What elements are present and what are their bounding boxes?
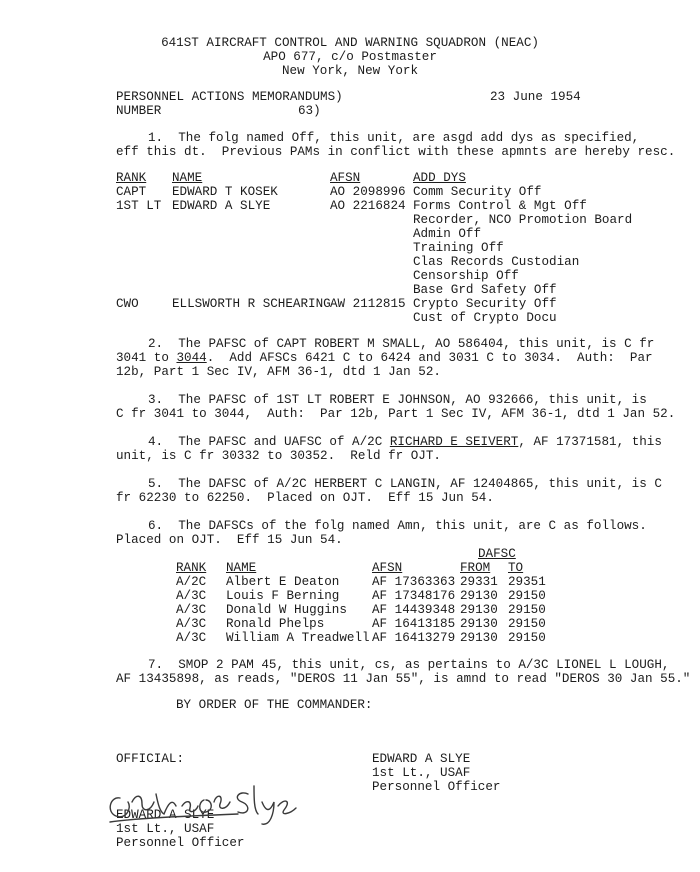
duty-afsn: AO 2216824 xyxy=(330,199,406,213)
duty-item: Comm Security Off xyxy=(413,185,542,199)
para4-line2: unit, is C fr 30332 to 30352. Reld fr OJT. xyxy=(116,449,441,463)
para2-line2-start: 3041 to xyxy=(116,351,177,365)
duty-header-name: NAME xyxy=(172,171,203,185)
amn-rank: A/3C xyxy=(176,603,207,617)
amn-to: 29150 xyxy=(508,603,546,617)
official-name: EDWARD A SLYE xyxy=(116,808,215,822)
amn-name: Ronald Phelps xyxy=(226,617,325,631)
apo-line: APO 677, c/o Postmaster xyxy=(263,50,437,64)
duty-rank: CWO xyxy=(116,297,139,311)
official-rank: 1st Lt., USAF xyxy=(116,822,215,836)
amn-rank: A/3C xyxy=(176,589,207,603)
duty-item: Crypto Security Off xyxy=(413,297,557,311)
amn-afsn: AF 17348176 xyxy=(372,589,456,603)
amn-header-rank: RANK xyxy=(176,561,207,575)
amn-afsn: AF 16413185 xyxy=(372,617,456,631)
unit-name-line: 641ST AIRCRAFT CONTROL AND WARNING SQUADRON (NEAC) xyxy=(161,36,539,50)
amn-header-to: TO xyxy=(508,561,524,575)
amn-from: 29331 xyxy=(460,575,498,589)
memo-date: 23 June 1954 xyxy=(490,90,581,104)
para2-line1: 2. The PAFSC of CAPT ROBERT M SMALL, AO 586404, this unit, is C fr xyxy=(148,337,655,351)
amn-rank: A/3C xyxy=(176,617,207,631)
closing-line: BY ORDER OF THE COMMANDER: xyxy=(176,698,373,712)
amn-rank: A/3C xyxy=(176,631,207,645)
para3-line2: C fr 3041 to 3044, Auth: Par 12b, Part 1 Sec IV, AFM 36-1, dtd 1 Jan 52. xyxy=(116,407,676,421)
amn-to: 29150 xyxy=(508,589,546,603)
signer-name: EDWARD A SLYE xyxy=(372,752,471,766)
signer-rank: 1st Lt., USAF xyxy=(372,766,471,780)
para6-line2: Placed on OJT. Eff 15 Jun 54. xyxy=(116,533,343,547)
para5-line1: 5. The DAFSC of A/2C HERBERT C LANGIN, AF 12404865, this unit, is C xyxy=(148,477,662,491)
amn-to: 29150 xyxy=(508,631,546,645)
amn-afsn: AF 17363363 xyxy=(372,575,456,589)
para7-line2: AF 13435898, as reads, "DEROS 11 Jan 55", is amnd to read "DEROS 30 Jan 55." xyxy=(116,672,691,686)
duty-item: Cust of Crypto Docu xyxy=(413,311,557,325)
para3-line1: 3. The PAFSC of 1ST LT ROBERT E JOHNSON, AO 932666, this unit, is xyxy=(148,393,647,407)
city-line: New York, New York xyxy=(281,64,419,78)
para2-line2-end: . Add AFSCs 6421 C to 6424 and 3031 C to 3034. Auth: Par xyxy=(206,351,653,365)
amn-from: 29130 xyxy=(460,603,498,617)
duty-header-rank: RANK xyxy=(116,171,147,185)
amn-from: 29130 xyxy=(460,631,498,645)
amn-rank: A/2C xyxy=(176,575,207,589)
memo-number: 63) xyxy=(298,104,321,118)
para1-line1: 1. The folg named Off, this unit, are asgd add dys as specified, xyxy=(148,131,640,145)
duty-name: ELLSWORTH R SCHEARING xyxy=(172,297,331,311)
signer-title: Personnel Officer xyxy=(372,780,501,794)
amn-group-header: DAFSC xyxy=(478,547,516,561)
amn-to: 29150 xyxy=(508,617,546,631)
duty-rank: CAPT xyxy=(116,185,147,199)
para4-line1-end: , AF 17371581, this xyxy=(518,435,662,449)
memo-title: PERSONNEL ACTIONS MEMORANDUMS) xyxy=(116,90,343,104)
memo-number-label: NUMBER xyxy=(116,104,162,118)
para7-line1: 7. SMOP 2 PAM 45, this unit, cs, as pertains to A/3C LIONEL L LOUGH, xyxy=(148,658,670,672)
para2-underlined-code: 3044 xyxy=(176,351,207,365)
para5-line2: fr 62230 to 62250. Placed on OJT. Eff 15 Jun 54. xyxy=(116,491,494,505)
duty-item: Forms Control & Mgt Off xyxy=(413,199,587,213)
official-title: Personnel Officer xyxy=(116,836,245,850)
amn-header-from: FROM xyxy=(460,561,491,575)
duty-name: EDWARD A SLYE xyxy=(172,199,271,213)
para2-line3: 12b, Part 1 Sec IV, AFM 36-1, dtd 1 Jan 52. xyxy=(116,365,441,379)
amn-afsn: AF 14439348 xyxy=(372,603,456,617)
duty-afsn: AW 2112815 xyxy=(330,297,406,311)
amn-header-name: NAME xyxy=(226,561,257,575)
para4-line1-start: 4. The PAFSC and UAFSC of A/2C xyxy=(148,435,390,449)
duty-item: Recorder, NCO Promotion Board xyxy=(413,213,633,227)
amn-name: William A Treadwell xyxy=(226,631,370,645)
duty-item: Clas Records Custodian xyxy=(413,255,580,269)
amn-from: 29130 xyxy=(460,617,498,631)
duty-item: Censorship Off xyxy=(413,269,519,283)
amn-name: Albert E Deaton xyxy=(226,575,340,589)
official-label: OFFICIAL: xyxy=(116,752,185,766)
duty-afsn: AO 2098996 xyxy=(330,185,406,199)
para2-line2 xyxy=(116,351,653,365)
amn-header-afsn: AFSN xyxy=(372,561,403,575)
para4-line1 xyxy=(148,435,662,449)
duty-header-duties: ADD DYS xyxy=(413,171,466,185)
duty-item: Training Off xyxy=(413,241,504,255)
amn-name: Donald W Huggins xyxy=(226,603,347,617)
duty-name: EDWARD T KOSEK xyxy=(172,185,278,199)
duty-item: Admin Off xyxy=(413,227,482,241)
duty-header-afsn: AFSN xyxy=(330,171,361,185)
amn-afsn: AF 16413279 xyxy=(372,631,456,645)
duty-rank: 1ST LT xyxy=(116,199,162,213)
amn-to: 29351 xyxy=(508,575,546,589)
duty-item: Base Grd Safety Off xyxy=(413,283,557,297)
amn-name: Louis F Berning xyxy=(226,589,340,603)
para4-underlined-name: RICHARD E SEIVERT xyxy=(389,435,519,449)
para6-line1: 6. The DAFSCs of the folg named Amn, this unit, are C as follows. xyxy=(148,519,647,533)
para1-line2: eff this dt. Previous PAMs in conflict with these apmnts are hereby resc. xyxy=(116,145,676,159)
amn-from: 29130 xyxy=(460,589,498,603)
